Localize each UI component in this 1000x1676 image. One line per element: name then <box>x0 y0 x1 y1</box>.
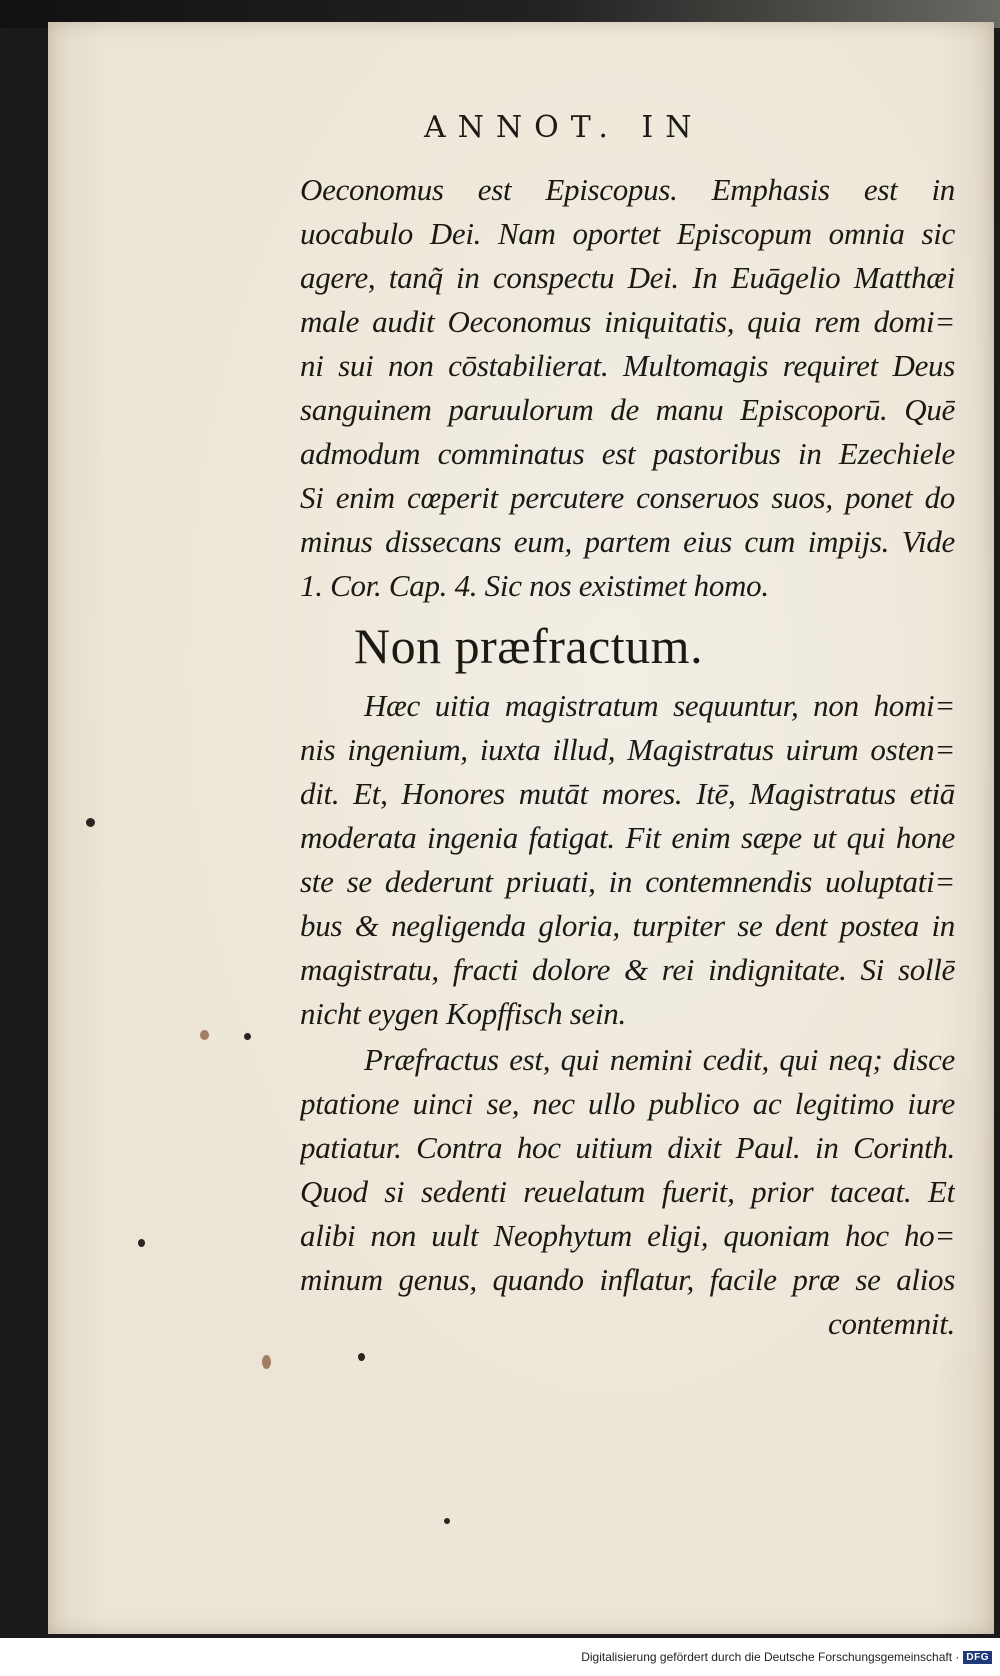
text-line: uocabulo Dei. Nam oportet Episcopum omnia sic <box>300 216 955 251</box>
text-line: dit. Et, Honores mutāt mores. Itē, Magistratus etiā <box>300 776 955 811</box>
text-line: moderata ingenia fatigat. Fit enim sæpe ut qui hone <box>300 820 955 855</box>
text-line: sanguinem paruulorum de manu Episcoporū. Quē <box>300 392 955 427</box>
foxing-spot <box>200 1030 209 1040</box>
ink-speck <box>444 1518 450 1524</box>
foxing-spot <box>262 1355 271 1369</box>
ink-speck <box>138 1239 145 1247</box>
funding-credit: Digitalisierung gefördert durch die Deutsche Forschungsgemeinschaft · <box>581 1650 960 1664</box>
ink-speck <box>358 1353 365 1361</box>
digitization-footer <box>0 1638 1000 1676</box>
section-heading: Non præfractum. <box>354 618 704 674</box>
paragraph-haec-uitia <box>300 684 955 1036</box>
text-line: ste se dederunt priuati, in contemnendis uoluptati= <box>300 864 955 899</box>
ink-speck <box>86 818 95 827</box>
text-line: ni sui non cōstabilierat. Multomagis requiret Deus <box>300 348 955 383</box>
text-line: ptatione uinci se, nec ullo publico ac legitimo iure <box>300 1086 955 1121</box>
text-line: minus dissecans eum, partem eius cum impijs. Vide <box>300 524 955 559</box>
text-line: Quod si sedenti reuelatum fuerit, prior taceat. Et <box>300 1174 955 1209</box>
text-line: agere, tanq̃ in conspectu Dei. In Euāgelio Matthæi <box>300 260 955 295</box>
dfg-logo: DFG <box>963 1651 992 1664</box>
text-line: minum genus, quando inflatur, facile præ se alios <box>300 1262 955 1297</box>
text-line: patiatur. Contra hoc uitium dixit Paul. in Corinth. <box>300 1130 955 1165</box>
text-line: Oeconomus est Episcopus. Emphasis est in <box>300 172 955 207</box>
text-line: magistratu, fracti dolore & rei indignitate. Si sollē <box>300 952 955 987</box>
paragraph-oeconomus <box>300 168 955 608</box>
paragraph-praefractus <box>300 1038 955 1346</box>
text-line: alibi non uult Neophytum eligi, quoniam hoc ho= <box>300 1218 955 1253</box>
catchword: contemnit. <box>828 1306 955 1341</box>
ink-speck <box>244 1033 251 1040</box>
text-line: bus & negligenda gloria, turpiter se dent postea in <box>300 908 955 943</box>
text-line: nicht eygen Kopffisch sein. <box>300 996 626 1031</box>
text-line: Si enim cœperit percutere conseruos suos, ponet do <box>300 480 955 515</box>
text-line: admodum comminatus est pastoribus in Ezechiele <box>300 436 955 471</box>
text-line: Præfractus est, qui nemini cedit, qui neq; disce <box>364 1042 955 1077</box>
text-line: 1. Cor. Cap. 4. Sic nos existimet homo. <box>300 568 769 603</box>
text-line: Hæc uitia magistratum sequuntur, non homi= <box>364 688 955 723</box>
running-head: ANNOT. IN <box>424 110 704 145</box>
text-line: male audit Oeconomus iniquitatis, quia rem domi= <box>300 304 955 339</box>
text-line: nis ingenium, iuxta illud, Magistratus uirum osten= <box>300 732 955 767</box>
